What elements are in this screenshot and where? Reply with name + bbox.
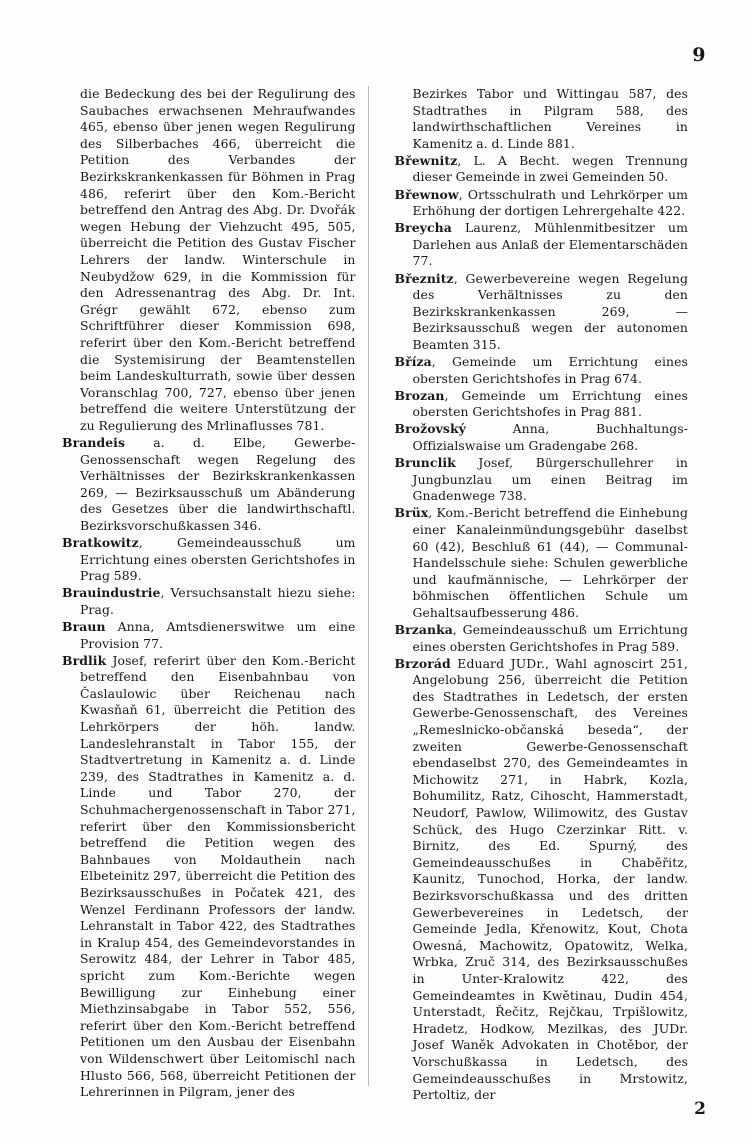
- entry-text: Josef, referirt über den Kom.-Bericht betreffend den Eisenbahnbau von Časlaulowic über Reichenau nach Kwasňaň 61, überreicht die Petition des Lehrkörpers der höh. landw. Landeslehranstalt in Tabor 155, der Stadtvertretung in Kamenitz a. d. Linde 239, des Stadtrathes in Kamenitz a. d. Linde und Tabor 270, der Schuhmachergenossenschaft in Tabor 271, referirt über den Kommissionsbericht betreffend die Petition wegen des Bahnbaues von Moldauthein nach Elbeteinitz 297, überreicht die Petition des Bezirksausschußes in Počatek 421, des Wenzel Ferdinann Professors der landw. Lehranstalt in Tabor 422, des Stadtrathes in Kralup 454, des Gemeindevorstandes in Serowitz 484, der Lehrer in Tabor 485, spricht zum Kom.-Berichte wegen Bewilligung zur Einhebung einer Miethzinsabgabe in Tabor 552, 556, referirt über den Kom.-Bericht betreffend Petitionen um den Ausbau der Eisenbahn von Wildenschwert über Leitomischl nach Hlusto 566, 568, überreicht Petitionen der Lehrerinnen in Pilgram, jener des: [80, 652, 356, 1100]
- entry-text: Laurenz, Mühlenmitbesitzer um Darlehen aus Anlaß der Elementarschäden 77.: [412, 220, 688, 269]
- entry-headword: Březnitz: [394, 270, 454, 286]
- paragraph-continuation: die Bedeckung des bei der Regulirung des Saubaches erwachsenen Mehraufwandes 465, ebenso über jenen wegen Regulirung des Silberbaches 466, überreicht die Petition des Verbandes der Bezirkskrankenkassen für Böhmen in Prag 486, referirt über den Kom.-Bericht betreffend den Antrag des Abg. Dr. Dvořák wegen Hebung der Viehzucht 495, 505, überreicht die Petition des Gustav Fischer Lehrers der landw. Winterschule in Neubydžow 629, in die Kommission für den Adressenantrag des Abg. Dr. Int. Grégr gewählt 672, ebenso zum Schriftführer dieser Kommission 698, referirt über den Kom.-Bericht betreffend die Systemisirung der Beamtenstellen beim Landeskulturrath, sowie über dessen Voranschlag 700, 727, ebenso über jenen betreffend die weitere Unterstützung der zu Regulierung des Mrlinaflusses 781.: [80, 86, 356, 433]
- entry-headword: Brzanka: [394, 622, 453, 637]
- index-entry: [395, 421, 689, 454]
- index-entry: [62, 435, 356, 535]
- entry-text: , Kom.-Bericht betreffend die Einhebung einer Kanaleinmündungsgebühr daselbst 60 (42), Beschluß 61 (44), — Communal-Handelsschule siehe: Schulen gewerbliche und kaufmännische, — Lehrkörper der böhmischen öffentlichen Schule um Gehaltsaufbesserung 486.: [412, 505, 688, 620]
- entry-headword: Brandeis: [62, 434, 126, 450]
- entry-headword: Brdlik: [62, 652, 107, 668]
- index-entry: [395, 622, 689, 655]
- index-entry: [395, 656, 689, 1104]
- index-entry: [395, 388, 689, 421]
- entry-headword: Breycha: [394, 220, 452, 236]
- left-column: [62, 86, 369, 1100]
- text-columns: [62, 86, 688, 1103]
- entry-headword: Brozan: [394, 387, 445, 403]
- entry-text: , Versuchsanstalt hiezu siehe: Prag.: [80, 585, 356, 617]
- entry-text: , Ortsschulrath und Lehrkörper um Erhöhung der dortigen Lehrergehalte 422.: [412, 186, 688, 219]
- index-entry: [395, 271, 689, 354]
- entry-headword: Bříza: [394, 354, 432, 369]
- index-entry: [395, 354, 689, 387]
- entry-text: , Gewerbevereine wegen Regelung des Verhältnisses zu den Bezirkskrankenkassen 269, — Bezirksausschuß wegen der autonomen Beamten 315.: [412, 270, 688, 352]
- entry-text: Anna, Buchhaltungs-Offizialswaise um Gradengabe 268.: [412, 421, 688, 453]
- entry-text: Eduard JUDr., Wahl agnoscirt 251, Angelobung 256, überreicht die Petition des Stadtrathes in Ledetsch, der ersten Gewerbe-Genossenschaft, des Vereines „Remeslnicko-občanská beseda“, der zweiten Gewerbe-Genossenschaft ebendaselbst 270, des Gemeindeamtes in Michowitz 271, in Habrk, Kozla, Bohumilitz, Ratz, Cihoscht, Hammerstadt, Neudorf, Pawlow, Wilimowitz, des Gustav Schück, des Hugo Czerzinkar Ritt. v. Birnitz, des Ed. Spurný, des Gemeindeausschußes in Chaběřitz, Kaunitz, Tunochod, Horka, der landw. Bezirksvorschußkassa und des dritten Gewerbevereines in Ledetsch, der Gemeinde Jedla, Křenowitz, Kout, Chota Owesná, Machowitz, Opatowitz, Welka, Wrbka, Zruč 314, des Bezirksausschußes in Unter-Kralowitz 422, des Gemeindeamtes in Kwětinau, Dudin 454, Unterstadt, Řečitz, Rejčkau, Trpišlowitz, Hradetz, Hodkow, Mezilkas, des JUDr. Josef Waněk Advokaten in Chotěbor, der Vorschußkassa in Ledetsch, des Gemeindeausschußes in Mrstowitz, Pertoltiz, der: [412, 655, 688, 1103]
- entry-headword: Bratkowitz: [62, 535, 139, 551]
- entry-text: , Gemeindeausschuß um Errichtung eines obersten Gerichtshofes in Prag 589.: [80, 535, 356, 584]
- entry-headword: Braun: [62, 619, 106, 634]
- right-column: [394, 86, 689, 1103]
- index-entry: [395, 505, 689, 621]
- signature-number-footer: 2: [694, 1099, 706, 1119]
- entry-text: , L. A Becht. wegen Trennung dieser Gemeinde in zwei Gemeinden 50.: [412, 152, 688, 185]
- index-entry: [62, 653, 356, 1101]
- entry-headword: Brožovský: [394, 421, 466, 437]
- entry-headword: Břewnow: [394, 186, 459, 202]
- paragraph-continuation: Bezirkes Tabor und Wittingau 587, des Stadtrathes in Pilgram 588, des landwirthschaftlichen Vereines in Kamenitz a. d. Linde 881.: [412, 86, 688, 151]
- entry-text: , Gemeinde um Errichtung eines obersten Gerichtshofes in Prag 674.: [412, 354, 688, 386]
- entry-text: , Gemeindeausschuß um Errichtung eines obersten Gerichtshofes in Prag 589.: [412, 622, 688, 654]
- index-entry: [395, 220, 689, 270]
- index-entry: [62, 619, 356, 652]
- entry-text: , Gemeinde um Errichtung eines obersten Gerichtshofes in Prag 881.: [412, 387, 688, 420]
- entry-text: a. d. Elbe, Gewerbe-Genossenschaft wegen Regelung des Verhältnisses der Bezirkskrankenkassen 269, — Bezirksausschuß um Abänderung des Gesetzes über die landwirthschaftl. Bezirksvorschußkassen 346.: [80, 434, 356, 533]
- index-entry: [62, 585, 356, 618]
- entry-headword: Brauindustrie: [62, 585, 161, 601]
- entry-headword: Břewnitz: [394, 152, 458, 168]
- entry-headword: Brzorád: [394, 655, 451, 671]
- index-entry: [395, 153, 689, 186]
- entry-text: Josef, Bürgerschullehrer in Jungbunzlau um einen Beitrag im Gnadenwege 738.: [412, 455, 688, 504]
- index-entry: [395, 187, 689, 220]
- index-entry: [62, 535, 356, 585]
- entry-headword: Brüx: [394, 505, 429, 521]
- index-entry: [395, 455, 689, 505]
- entry-text: Anna, Amtsdienerswitwe um eine Provision 77.: [80, 619, 356, 651]
- page-number-header: 9: [692, 44, 706, 66]
- entry-headword: Brunclik: [394, 455, 456, 471]
